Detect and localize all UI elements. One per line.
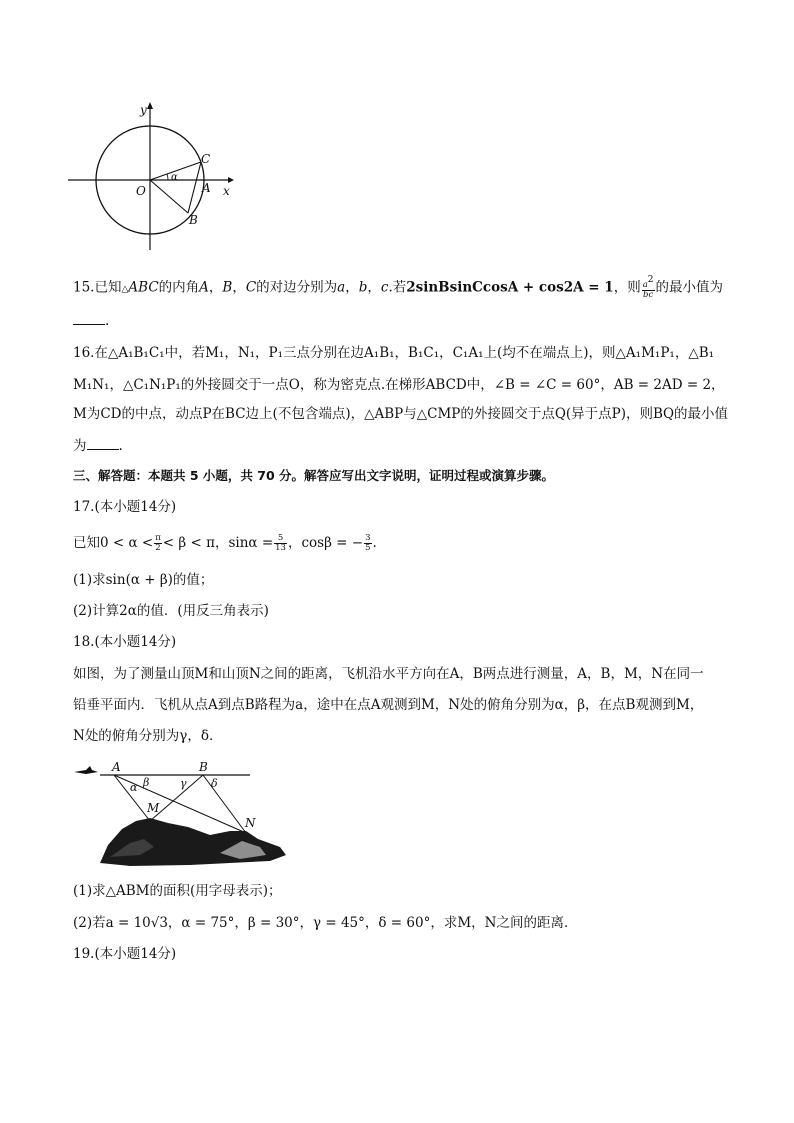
section-heading: 三、解答题：本题共 5 小题，共 70 分。解答应写出文字说明，证明过程或演算步骤。: [73, 468, 555, 483]
label-alpha: α: [130, 781, 138, 794]
q17-end: .: [372, 535, 377, 551]
q15-C: C: [245, 279, 257, 296]
frac-num: π: [155, 533, 161, 543]
q18-line-2: 铅垂平面内．飞机从点A到点B路程为a，途中在点A观测到M，N处的俯角分别为α，β，在点B观测到M，: [73, 697, 704, 713]
q15-text: ，则: [613, 279, 641, 296]
frac-num: 5: [274, 534, 287, 544]
label-C: C: [201, 152, 211, 166]
label-x: x: [223, 184, 230, 198]
question-15: [73, 276, 723, 300]
label-A: A: [202, 181, 211, 195]
label-B: B: [199, 760, 208, 774]
q16-line-1: 16.在△A₁B₁C₁中，若M₁，N₁，P₁三点分别在边A₁B₁，B₁C₁，C₁A₁上(均不在端点上)，则△A₁M₁P₁，△B₁: [73, 345, 715, 361]
label-beta: β: [143, 776, 150, 789]
frac-den: bc: [643, 290, 654, 300]
q16-line-4: [73, 437, 123, 455]
q15-equation: 2sinBsinCcosA + cos2A = 1: [406, 279, 614, 296]
mountain-figure: [70, 755, 295, 870]
q15-b: b: [358, 279, 368, 296]
q15-text: 的对边分别为: [256, 279, 338, 296]
line-BN: [203, 775, 246, 833]
label-B: B: [189, 213, 198, 227]
segment-OB: [150, 180, 188, 213]
q15-text: 的内角: [158, 279, 200, 296]
label-delta: δ: [211, 777, 218, 790]
label-M: M: [147, 801, 160, 815]
five-thirteenths: [274, 534, 287, 553]
frac-num: a: [642, 280, 648, 290]
label-y: y: [140, 103, 147, 117]
q15-answer-line: [73, 312, 109, 330]
sep: ，: [367, 279, 381, 296]
label-alpha: α: [171, 172, 178, 183]
q15-text: 的最小值为: [655, 279, 724, 296]
q17-given: [73, 534, 377, 553]
q17-text: ，cosβ = −: [287, 535, 364, 551]
q18-line-3: N处的俯角分别为γ，δ．: [73, 728, 223, 744]
answer-blank: [73, 312, 105, 325]
answer-blank: [87, 437, 119, 450]
label-A: A: [112, 760, 121, 774]
x-axis-arrow: [228, 177, 234, 183]
triangle-symbol: △: [121, 284, 129, 295]
three-fifths: [364, 534, 371, 553]
q15-text: 若: [392, 279, 407, 296]
q18-part-1: (1)求△ABM的面积(用字母表示)；: [73, 883, 282, 899]
label-gamma: γ: [180, 777, 187, 790]
frac-den: 5: [365, 543, 371, 553]
q19-heading: 19.(本小题14分): [73, 946, 177, 962]
sep: ，: [345, 279, 359, 296]
q15-text: 已知: [94, 279, 122, 296]
label-N: N: [245, 816, 256, 830]
q15-fraction: [642, 276, 655, 300]
q17-part-1: (1)求sin(α + β)的值；: [73, 572, 214, 588]
q17-part-2: (2)计算2α的值．(用反三角表示): [73, 603, 269, 619]
sep: ，: [208, 279, 223, 296]
sep: ，: [232, 279, 246, 296]
q16-text: 为: [73, 438, 87, 454]
q17-text: 已知0 < α <: [73, 535, 154, 551]
q17-text: < β < π，sinα =: [162, 535, 274, 551]
label-O: O: [136, 184, 146, 198]
q15-number: 15.: [73, 279, 95, 296]
q16-line-2: M₁N₁，△C₁N₁P₁的外接圆交于一点O，称为密克点.在梯形ABCD中，∠B = ∠C = 60°，AB = 2AD = 2，: [73, 377, 725, 393]
frac-sup: 2: [647, 275, 654, 285]
q15-abc: ABC: [128, 279, 159, 296]
q16-end: .: [118, 438, 123, 454]
q15-A: A: [199, 279, 209, 296]
unit-circle-figure: [68, 100, 238, 260]
q17-heading: 17.(本小题14分): [73, 499, 177, 515]
airplane-icon: [74, 766, 98, 774]
q18-line-1: 如图，为了测量山顶M和山顶N之间的距离，飞机沿水平方向在A，B两点进行测量，A，B，M，N在同一: [73, 666, 704, 682]
q18-heading: 18.(本小题14分): [73, 634, 177, 650]
q15-c: c.: [380, 279, 393, 296]
frac-den: 13: [275, 543, 286, 553]
y-axis-arrow: [147, 102, 153, 109]
q15-end: .: [105, 313, 110, 329]
q15-a: a: [337, 279, 346, 296]
segment-CB: [188, 162, 201, 213]
angle-arc: [167, 174, 168, 180]
frac-den: 2: [155, 543, 161, 553]
q15-B: B: [222, 279, 233, 296]
q16-line-3: M为CD的中点，动点P在BC边上(不包含端点)，△ABP与△CMP的外接圆交于点Q(异于点P)，则BQ的最小值: [73, 406, 729, 422]
pi-over-2: [154, 534, 162, 553]
q18-part-2: (2)若a = 10√3，α = 75°，β = 30°，γ = 45°，δ = 60°，求M，N之间的距离．: [73, 915, 578, 931]
frac-num: 3: [365, 533, 371, 543]
mountains: [100, 818, 286, 866]
